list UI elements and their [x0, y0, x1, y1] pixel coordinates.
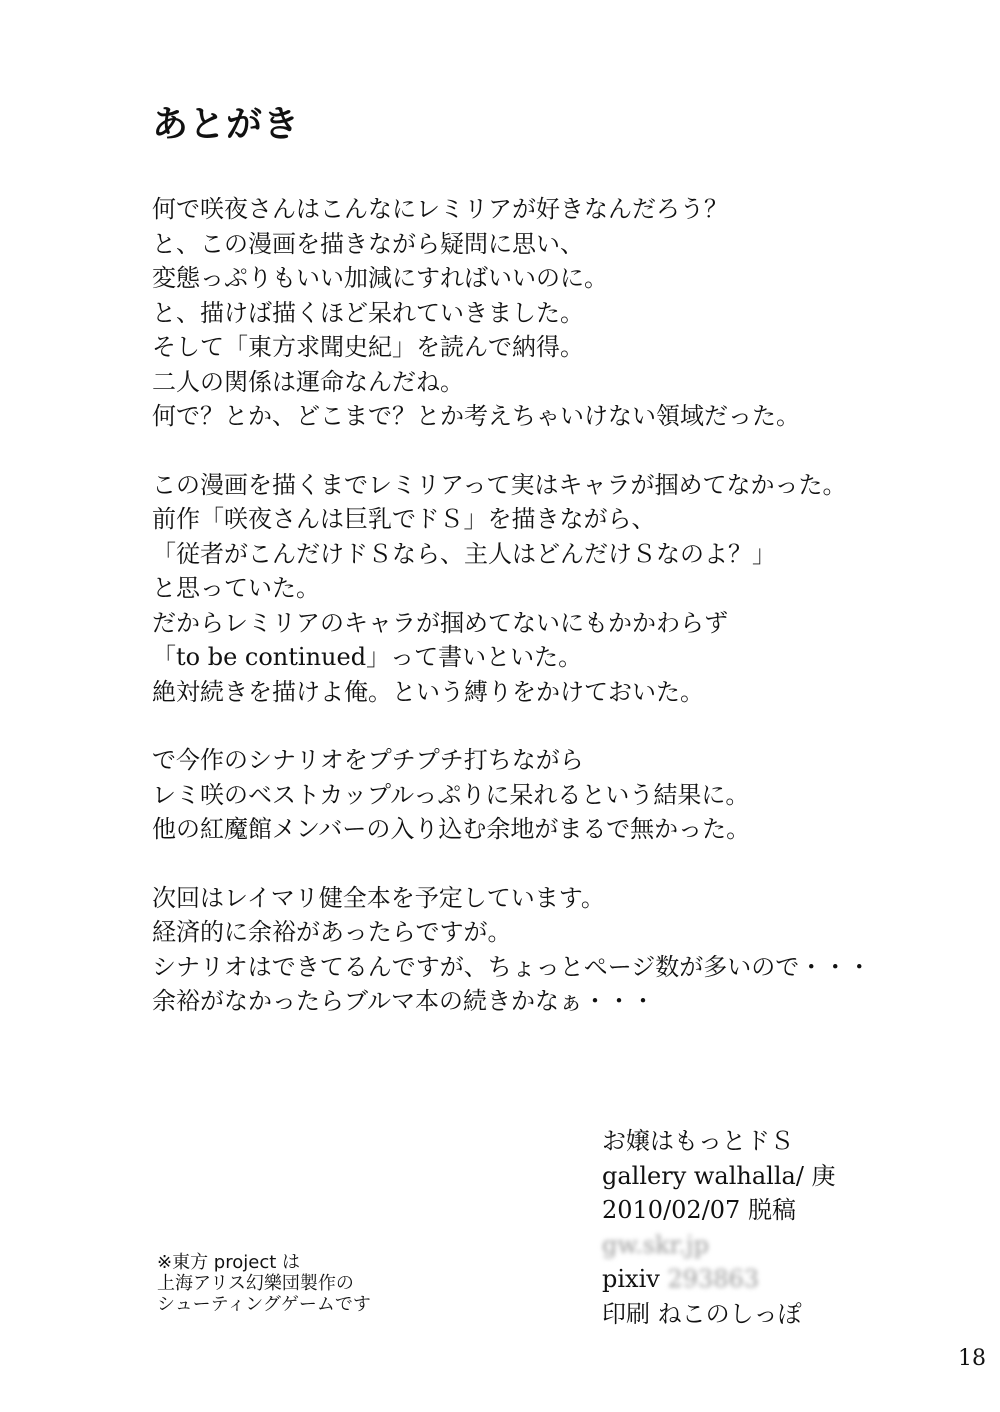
text-line: 絶対続きを描けよ俺。という縛りをかけておいた。	[152, 677, 704, 706]
pixiv-line	[602, 1262, 836, 1297]
circle-name: gallery walhalla/ 庚	[602, 1161, 836, 1190]
text-line: で今作のシナリオをプチプチ打ちながら	[152, 746, 584, 774]
text-line: と思っていた。	[152, 574, 320, 602]
text-line: 「to be continued」って書いといた。	[152, 643, 583, 671]
website-url: gw.skr.jp	[602, 1230, 709, 1259]
paragraph-2	[152, 468, 952, 710]
text-line: 次回はレイマリ健全本を予定しています。	[152, 883, 605, 912]
text-line: 何で？とか、どこまで？とか考えちゃいけない領域だった。	[152, 402, 800, 430]
text-line: 何で咲夜さんはこんなにレミリアが好きなんだろう？	[152, 195, 728, 223]
text-line: レミ咲のベストカップルっぷりに呆れるという結果に。	[152, 780, 750, 809]
text-line: この漫画を描くまでレミリアって実はキャラが掴めてなかった。	[152, 470, 847, 499]
text-line: そして「東方求聞史紀」を読んで納得。	[152, 333, 584, 361]
paragraph-3	[152, 743, 952, 847]
footnote	[157, 1252, 371, 1315]
note-line: ※東方 project は	[157, 1252, 300, 1273]
pixiv-id: 293863	[667, 1265, 760, 1293]
afterword-body	[152, 192, 952, 1053]
text-line: と、描けば描くほど呆れていきました。	[152, 298, 584, 327]
book-title: お嬢はもっとドＳ	[602, 1127, 794, 1155]
note-line: シューティングゲームです	[157, 1294, 371, 1315]
paragraph-1	[152, 192, 952, 434]
note-line: 上海アリス幻樂団製作の	[157, 1273, 354, 1294]
text-line: 変態っぷりもいい加減にすればいいのに。	[152, 264, 608, 292]
text-line: 余裕がなかったらブルマ本の続きかなぁ・・・	[152, 987, 656, 1015]
colophon	[602, 1124, 836, 1331]
paragraph-4	[152, 881, 952, 1019]
text-line: と、この漫画を描きながら疑問に思い、	[152, 229, 584, 258]
text-line: 経済的に余裕があったらですが。	[152, 918, 512, 946]
page-number: 18	[958, 1346, 986, 1371]
pixiv-label: pixiv	[602, 1265, 660, 1293]
website-line	[602, 1228, 836, 1263]
text-line: 前作「咲夜さんは巨乳でドＳ」を描きながら、	[152, 505, 656, 533]
text-line: だからレミリアのキャラが掴めてないにもかかわらず	[152, 608, 728, 637]
text-line: 「従者がこんだけドＳなら、主人はどんだけＳなのよ？」	[152, 539, 776, 568]
completion-date: 2010/02/07 脱稿	[602, 1196, 796, 1224]
text-line: 二人の関係は運命なんだね。	[152, 367, 464, 396]
page-title: あとがき	[152, 104, 301, 145]
text-line: 他の紅魔館メンバーの入り込む余地がまるで無かった。	[152, 815, 751, 843]
text-line: シナリオはできてるんですが、ちょっとページ数が多いので・・・	[152, 952, 872, 981]
printer-line: 印刷 ねこのしっぽ	[602, 1299, 802, 1328]
